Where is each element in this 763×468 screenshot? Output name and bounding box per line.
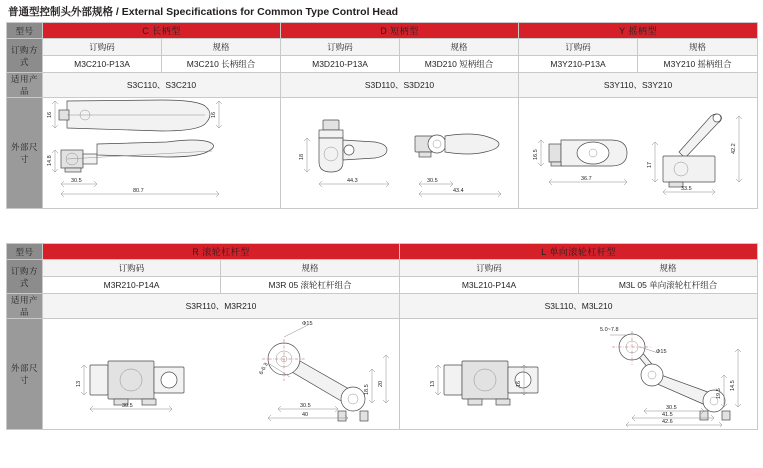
dim-r-phi15: Φ15 xyxy=(302,321,313,327)
applicable-d: S3D110、S3D210 xyxy=(281,73,519,98)
dim-l-19-5: 19.5 xyxy=(715,388,722,399)
dim-y-42-2: 42.2 xyxy=(731,143,738,154)
group-header-y: Y 摇柄型 xyxy=(519,23,758,39)
drawing-cell-d xyxy=(281,98,519,209)
dim-l-41-5: 41.5 xyxy=(661,412,673,418)
table2-order-value-row xyxy=(7,277,758,294)
drawing-cell-y xyxy=(519,98,758,209)
dim-c-80-7: 80.7 xyxy=(132,188,144,194)
applicable-y: S3Y110、S3Y210 xyxy=(519,73,758,98)
dim-l-16: 16 xyxy=(515,380,522,387)
spec-header-r: 规格 xyxy=(221,260,400,277)
row-label-applicable-2: 适用产品 xyxy=(7,294,43,319)
dim-d-43-4: 43.4 xyxy=(452,188,464,194)
group-header-r: R 滚轮杠杆型 xyxy=(43,244,400,260)
row-label-model: 型号 xyxy=(7,23,43,39)
drawing-y-rocker xyxy=(523,98,753,206)
spec-header-y: 规格 xyxy=(638,39,758,56)
table2-order-header-row xyxy=(7,260,758,277)
spec-header-l: 规格 xyxy=(579,260,758,277)
table2-applicable-row xyxy=(7,294,758,319)
spec-l: M3L 05 单向滚轮杠杆组合 xyxy=(579,277,758,294)
order-code-c: M3C210-P13A xyxy=(43,56,162,73)
dim-y-33-5: 33.5 xyxy=(681,186,692,192)
table1-order-value-row xyxy=(7,56,758,73)
spec-c: M3C210 长柄组合 xyxy=(162,56,281,73)
order-code-header-r: 订购码 xyxy=(43,260,221,277)
drawing-r-roller-lever xyxy=(46,319,396,427)
dim-l-14-5: 14.5 xyxy=(729,380,736,391)
table2-model-row xyxy=(7,244,758,260)
dim-d-18: 18 xyxy=(298,153,305,160)
drawing-cell-l xyxy=(400,319,758,430)
table1-applicable-row xyxy=(7,73,758,98)
dim-c-30-5: 30.5 xyxy=(70,178,82,184)
spec-header-c: 规格 xyxy=(162,39,281,56)
dim-l-5-0-7-8: 5.0~7.8 xyxy=(599,327,619,333)
dim-l-13: 13 xyxy=(429,380,436,387)
spec-y: M3Y210 摇柄组合 xyxy=(638,56,758,73)
table2-dimensions-row xyxy=(7,319,758,430)
dim-r-30-5a: 30.5 xyxy=(300,403,311,409)
dim-r-13: 13 xyxy=(76,380,82,387)
dim-l-30-5: 30.5 xyxy=(665,405,677,411)
order-code-r: M3R210-P14A xyxy=(43,277,221,294)
spec-table-roller-types xyxy=(6,243,758,430)
table1-order-header-row xyxy=(7,39,758,56)
dim-l-42-6: 42.6 xyxy=(661,419,673,425)
dim-l-phi15: Φ15 xyxy=(655,349,667,355)
drawing-cell-c xyxy=(43,98,281,209)
dim-c-16b: 16 xyxy=(210,111,217,118)
order-code-header-l: 订购码 xyxy=(400,260,579,277)
order-code-l: M3L210-P14A xyxy=(400,277,579,294)
drawing-cell-r xyxy=(43,319,400,430)
applicable-c: S3C110、S3C210 xyxy=(43,73,281,98)
dim-c-16a: 16 xyxy=(46,111,53,118)
spec-table-common-types xyxy=(6,22,758,209)
drawing-l-oneway-roller-lever xyxy=(404,319,754,427)
order-code-header-y: 订购码 xyxy=(519,39,638,56)
spec-d: M3D210 短柄组合 xyxy=(400,56,519,73)
dim-r-30-5b: 30.5 xyxy=(122,403,133,409)
row-label-order-2: 订购方式 xyxy=(7,260,43,294)
spec-r: M3R 05 滚轮杠杆组合 xyxy=(221,277,400,294)
dim-c-14-8: 14.8 xyxy=(46,155,53,166)
group-header-c: C 长柄型 xyxy=(43,23,281,39)
dim-y-16-5: 16.5 xyxy=(533,149,540,160)
group-header-d: D 短柄型 xyxy=(281,23,519,39)
applicable-l: S3L110、M3L210 xyxy=(400,294,758,319)
row-label-model-2: 型号 xyxy=(7,244,43,260)
drawing-d-short-lever xyxy=(285,98,515,206)
row-label-dimensions: 外部尺寸 xyxy=(7,98,43,209)
order-code-header-d: 订购码 xyxy=(281,39,400,56)
order-code-header-c: 订购码 xyxy=(43,39,162,56)
drawing-c-long-lever xyxy=(47,98,277,206)
spec-header-d: 规格 xyxy=(400,39,519,56)
order-code-y: M3Y210-P13A xyxy=(519,56,638,73)
row-label-applicable: 适用产品 xyxy=(7,73,43,98)
row-label-order: 订购方式 xyxy=(7,39,43,73)
table1-model-row xyxy=(7,23,758,39)
dim-r-20: 20 xyxy=(378,380,384,387)
order-code-d: M3D210-P13A xyxy=(281,56,400,73)
dim-d-30-5: 30.5 xyxy=(426,178,438,184)
dim-r-18-5: 18.5 xyxy=(364,384,370,395)
applicable-r: S3R110、M3R210 xyxy=(43,294,400,319)
dim-y-17: 17 xyxy=(647,161,654,168)
dim-d-44-3: 44.3 xyxy=(346,178,358,184)
dim-r-40: 40 xyxy=(302,412,309,418)
row-label-dimensions-2: 外部尺寸 xyxy=(7,319,43,430)
dim-r-6-6-3: 6-6.3 xyxy=(258,362,270,376)
page-title: 普通型控制头外部规格 / External Specifications for Common Type Control Head xyxy=(8,6,399,18)
group-header-l: L 单向滚轮杠杆型 xyxy=(400,244,758,260)
table1-dimensions-row xyxy=(7,98,758,209)
dim-y-36-7: 36.7 xyxy=(581,176,592,182)
